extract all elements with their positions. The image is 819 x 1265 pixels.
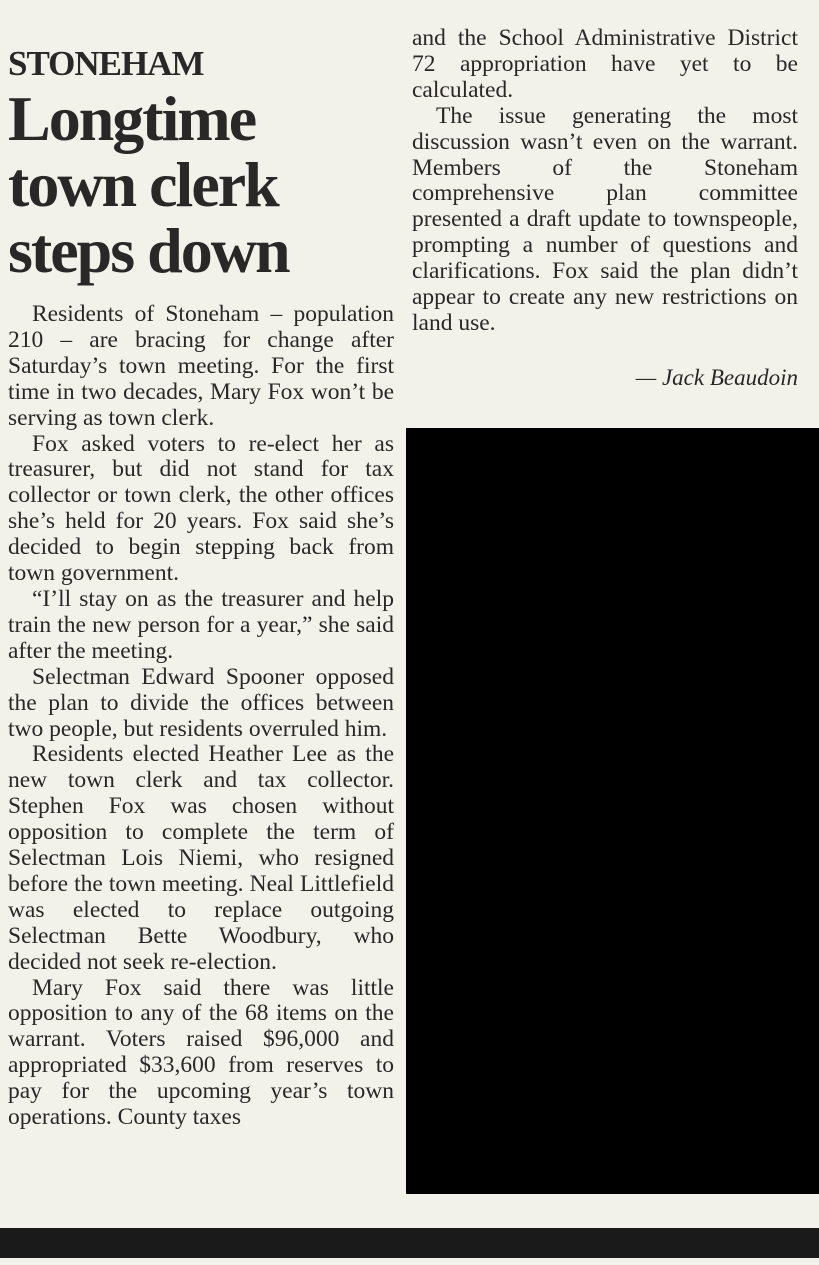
- body-paragraph: Residents elected Heather Lee as the new town clerk and tax collector. Stephen Fox was chosen without opposition to complete the term of Selectman Lois Niemi, who resigned before the town meeting. Neal Littlefield was elected to replace outgoing Selectman Bette Woodbury, who decided not seek re-election.: [8, 741, 394, 975]
- redacted-block: [406, 428, 819, 1194]
- page-bottom-rule: [0, 1228, 819, 1258]
- body-paragraph: “I’ll stay on as the treasurer and help train the new person for a year,” she said after the meeting.: [8, 585, 394, 664]
- headline-line: town clerk: [8, 149, 278, 220]
- right-column: [412, 26, 798, 391]
- headline: [8, 83, 408, 286]
- body-paragraph: Fox asked voters to re-elect her as treasurer, but did not stand for tax collector or town clerk, the other offices she’s held for 20 years. Fox said she’s decided to begin stepping back from town government.: [8, 430, 394, 587]
- headline-line: steps down: [8, 215, 289, 286]
- byline: — Jack Beaudoin: [635, 364, 798, 390]
- body-paragraph: Residents of Stoneham – population 210 – are bracing for change after Saturday’s town meeting. For the first time in two decades, Mary Fox won’t be serving as town clerk.: [8, 301, 394, 431]
- body-paragraph: Selectman Edward Spooner opposed the plan to divide the offices between two people, but residents overruled him.: [8, 663, 394, 742]
- headline-line: Longtime: [8, 83, 256, 154]
- body-paragraph: and the School Administrative District 72 appropriation have yet to be calculated.: [412, 25, 798, 103]
- article-body-left: [8, 302, 394, 1131]
- section-kicker: STONEHAM: [8, 44, 204, 83]
- body-paragraph: The issue generating the most discussion wasn’t even on the warrant. Members of the Stoneham comprehensive plan committee presented a draft update to townspeople, prompting a number of questions and clarifications. Fox said the plan didn’t appear to create any new restrictions on land use.: [412, 102, 798, 336]
- body-paragraph: Mary Fox said there was little opposition to any of the 68 items on the warrant. Voters raised $96,000 and appropriated $33,600 from reserves to pay for the upcoming year’s town operations. County taxes: [8, 974, 394, 1131]
